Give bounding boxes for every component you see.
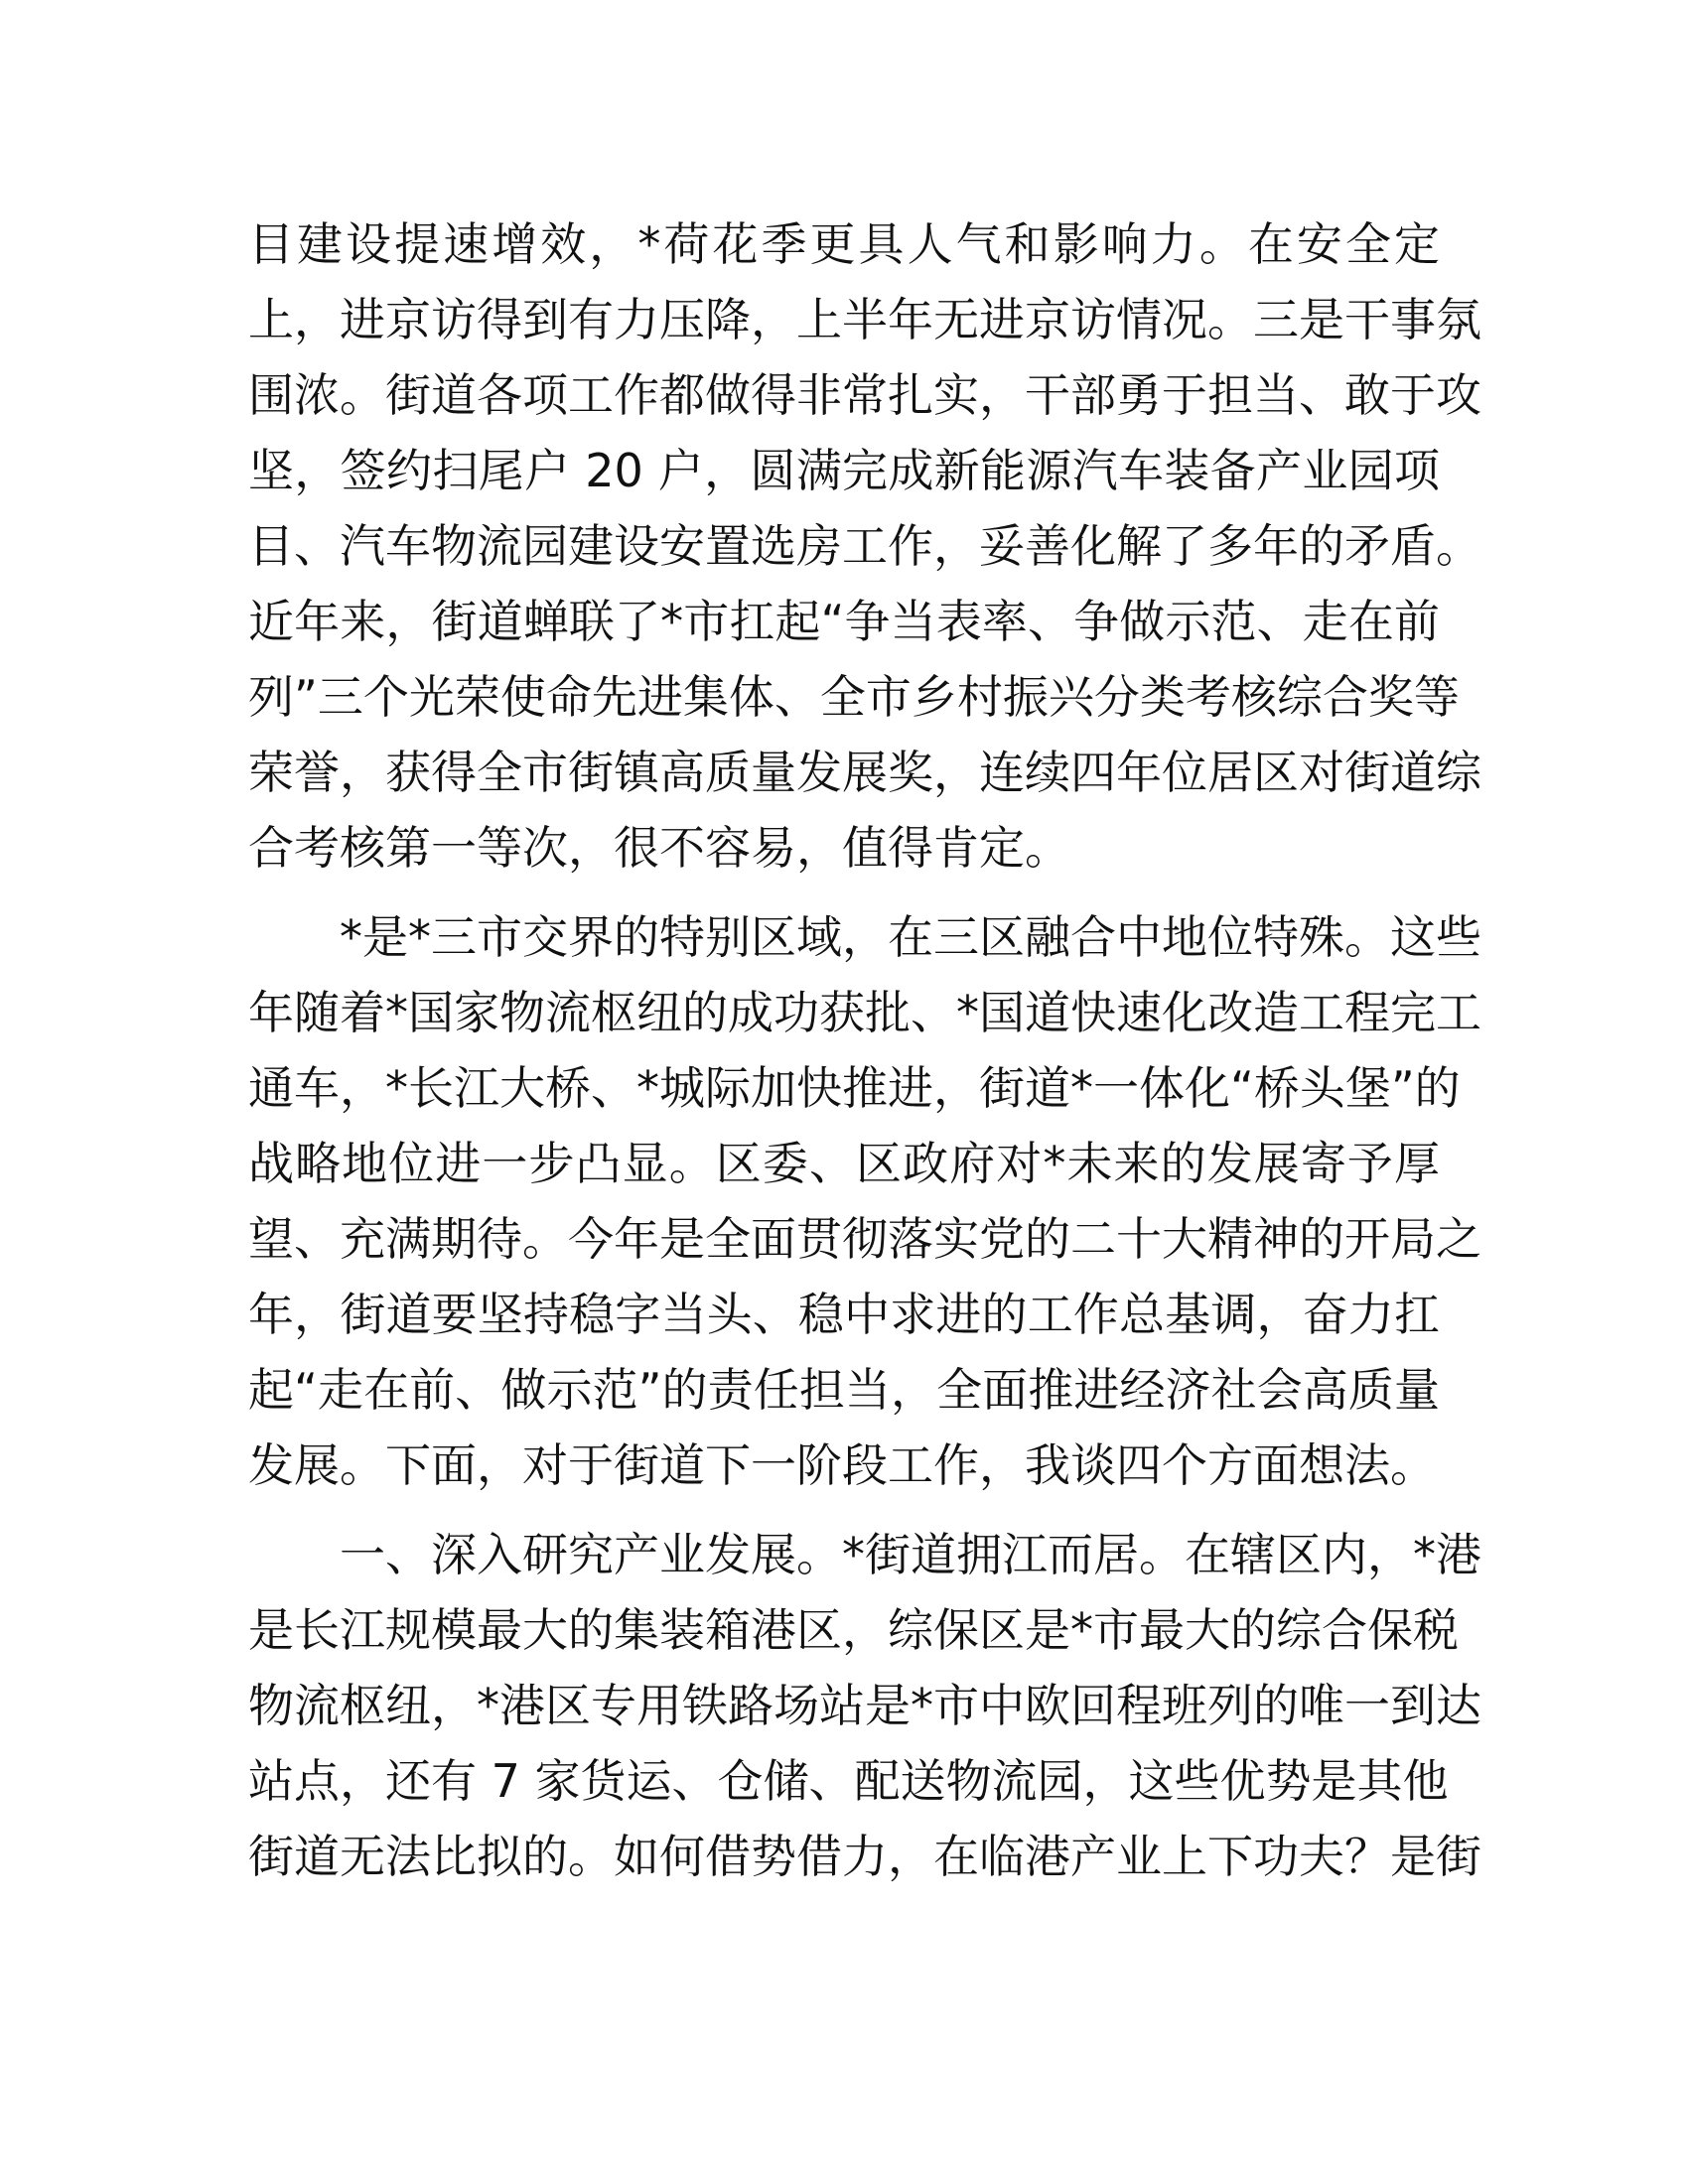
text-line: 围浓。街道各项工作都做得非常扎实，干部勇于担当、敢于攻 xyxy=(248,368,1481,422)
text-line: 是长江规模最大的集装箱港区，综保区是*市最大的综合保税 xyxy=(248,1603,1459,1657)
text-line: 目、汽车物流园建设安置选房工作，妥善化解了多年的矛盾。 xyxy=(248,519,1481,573)
text-line: 物流枢纽，*港区专用铁路场站是*市中欧回程班列的唯一到达 xyxy=(248,1679,1481,1732)
document-body xyxy=(248,206,1481,1894)
text-line: 目建设提速增效，*荷花季更具人气和影响力。在安全定 xyxy=(248,217,1440,271)
text-line: 战略地位进一步凸显。区委、区政府对*未来的发展寄予厚 xyxy=(248,1137,1440,1190)
text-line: 坚，签约扫尾户 20 户，圆满完成新能源汽车装备产业园项 xyxy=(248,444,1440,497)
paragraph-3 xyxy=(248,1517,1481,1894)
text-line: 合考核第一等次，很不容易，值得肯定。 xyxy=(248,821,1070,875)
paragraph-2 xyxy=(248,899,1481,1503)
text-line: 一、深入研究产业发展。*街道拥江而居。在辖区内，*港 xyxy=(340,1528,1481,1581)
text-line: 列”三个光荣使命先进集体、全市乡村振兴分类考核综合奖等 xyxy=(248,670,1460,724)
text-line: 近年来，街道蝉联了*市扛起“争当表率、争做示范、走在前 xyxy=(248,595,1440,648)
text-line: 街道无法比拟的。如何借势借力，在临港产业上下功夫？是街 xyxy=(248,1830,1481,1883)
text-line: 起“走在前、做示范”的责任担当，全面推进经济社会高质量 xyxy=(248,1363,1440,1417)
text-line: 通车，*长江大桥、*城际加快推进，街道*一体化“桥头堡”的 xyxy=(248,1061,1461,1115)
text-line: 上，进京访得到有力压降，上半年无进京访情况。三是干事氛 xyxy=(248,293,1481,346)
text-line: 荣誉，获得全市街镇高质量发展奖，连续四年位居区对街道综 xyxy=(248,746,1481,799)
text-line: 望、充满期待。今年是全面贯彻落实党的二十大精神的开局之 xyxy=(248,1212,1481,1266)
text-line: 年，街道要坚持稳字当头、稳中求进的工作总基调，奋力扛 xyxy=(248,1288,1440,1341)
paragraph-1 xyxy=(248,206,1481,886)
text-line: *是*三市交界的特别区域，在三区融合中地位特殊。这些 xyxy=(340,910,1481,964)
text-line: 站点，还有 7 家货运、仓储、配送物流园，这些优势是其他 xyxy=(248,1754,1449,1808)
text-line: 发展。下面，对于街道下一阶段工作，我谈四个方面想法。 xyxy=(248,1438,1436,1492)
text-line: 年随着*国家物流枢纽的成功获批、*国道快速化改造工程完工 xyxy=(248,986,1481,1039)
